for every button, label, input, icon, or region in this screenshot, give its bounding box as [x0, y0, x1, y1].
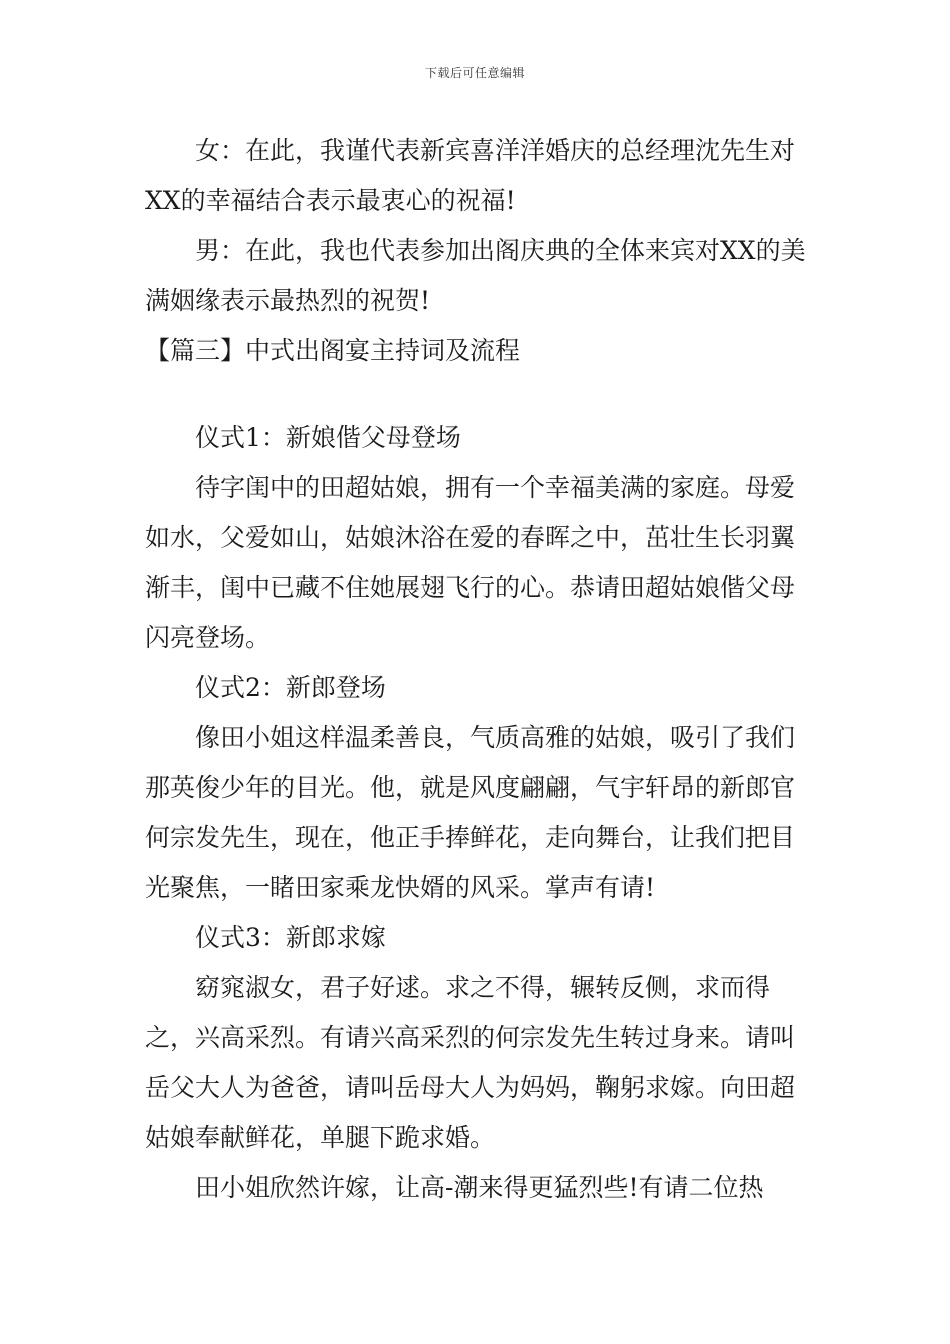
ceremony-3-continuation: 田小姐欣然许嫁，让高-潮来得更猛烈些!有请二位热	[195, 1173, 764, 1202]
ceremony-3-text: 窈窕淑女，君子好逑。求之不得，辗转反侧，求而得之，兴高采烈。有请兴高采烈的何宗发先生转过身来。请叫岳父大人为爸爸，请叫岳母大人为妈妈，鞠躬求嫁。向田超姑娘奉献鲜花，单腿下跪求婚。	[145, 973, 796, 1152]
section-heading: 【篇三】中式出阁宴主持词及流程	[145, 336, 521, 365]
ceremony-1-text: 待字闺中的田超姑娘，拥有一个幸福美满的家庭。母爱如水，父爱如山，姑娘沐浴在爱的春晖之中，茁壮生长羽翼渐丰，闺中已藏不住她展翅飞行的心。恭请田超姑娘偕父母闪亮登场。	[145, 473, 796, 652]
page-header: 下载后可任意编辑	[424, 66, 525, 80]
document-body	[145, 126, 810, 1213]
paragraph-female-host-blessing: 女：在此，我谨代表新宾喜洋洋婚庆的总经理沈先生对XX的幸福结合表示最衷心的祝福!	[145, 136, 796, 215]
section-spacer	[145, 376, 810, 413]
paragraph-male-host-blessing: 男：在此，我也代表参加出阁庆典的全体来宾对XX的美满姻缘表示最热烈的祝贺!	[145, 236, 806, 315]
ceremony-2-text: 像田小姐这样温柔善良，气质高雅的姑娘，吸引了我们那英俊少年的目光。他，就是风度翩翩，气宇轩昂的新郎官何宗发先生，现在，他正手捧鲜花，走向舞台，让我们把目光聚焦，一睹田家乘龙快婿的风采。掌声有请!	[145, 723, 796, 902]
ceremony-3-title: 仪式3：新郎求嫁	[195, 923, 386, 952]
ceremony-2-title: 仪式2：新郎登场	[195, 673, 386, 702]
ceremony-1-title: 仪式1：新娘偕父母登场	[195, 423, 461, 452]
